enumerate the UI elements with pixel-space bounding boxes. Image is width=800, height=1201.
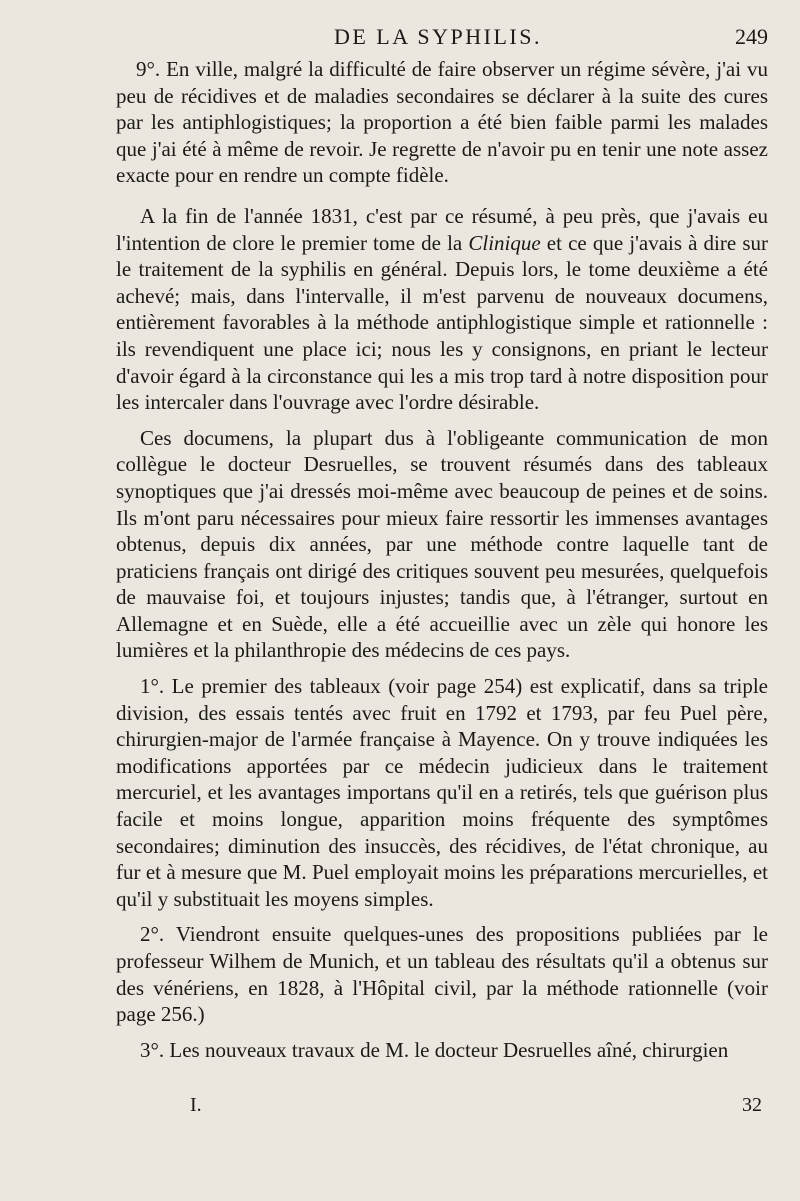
- running-title: DE LA SYPHILIS.: [333, 24, 542, 49]
- page-footer: [116, 1094, 768, 1124]
- paragraph-item-3: 3°. Les nouveaux travaux de M. le docteur Desruelles aîné, chirurgien: [140, 1037, 729, 1062]
- sheet-number: 32: [742, 1094, 762, 1116]
- paragraph-item-9: 9°. En ville, malgré la difficulté de faire observer un régime sévère, j'ai vu peu de récidives et de maladies secondaires se déclarer à la suite des cures par les antiphlogistiques; la proportion a été bien faible parmi les malades que j'ai été à même de revoir. Je regrette de n'avoir pu en tenir une note assez exacte pour en rendre un compte fidèle.: [116, 57, 768, 188]
- clinique-title: Clinique: [468, 230, 541, 255]
- page-number: 249: [735, 24, 768, 49]
- body-text: [116, 56, 768, 1063]
- paragraph-text-continued: et ce que j'avais à dire sur le traitement de la syphilis en général. Depuis lors, le tome deuxième a été achevé; mais, dans l'intervalle, il m'est parvenu de nouveaux documens, entièrement favorables à la méthode antiphlogistique simple et rationnelle : ils revendiquent une place ici; nous les y consignons, en priant le lecteur d'avoir égard à la circonstance qui les a mis trop tard à notre disposition pour les intercaler dans l'ouvrage avec l'ordre désirable.: [116, 230, 768, 415]
- paragraph-item-2: 2°. Viendront ensuite quelques-unes des propositions publiées par le professeur Wilhem de Munich, et un tableau des résultats qu'il a obtenus sur des vénériens, en 1828, à l'Hôpital civil, par la méthode rationnelle (voir page 256.): [116, 922, 768, 1027]
- paragraph-documens: Ces documens, la plupart dus à l'obligeante communication de mon collègue le docteur Desruelles, se trouvent résumés dans des tableaux synoptiques que j'ai dressés moi-même avec beaucoup de peines et de soins. Ils m'ont paru nécessaires pour mieux faire ressortir les immenses avantages obtenus, depuis dix années, par une méthode contre laquelle tant de praticiens français ont dirigé des critiques souvent peu mesurées, quelquefois de mauvaise foi, et toujours injustes; tandis que, à l'étranger, surtout en Allemagne et en Suède, elle a été accueillie avec un zèle qui honore les lumières et la philanthropie des médecins de ces pays.: [116, 425, 768, 663]
- page-header: [108, 24, 768, 56]
- paragraph-text: A la fin de l'année 1831, c'est par ce résumé, à peu près, que j'avais eu l'intention de clore le premier tome de la: [116, 203, 768, 255]
- paragraph-item-1: 1°. Le premier des tableaux (voir page 254) est explicatif, dans sa triple division, des essais tentés avec fruit en 1792 et 1793, par feu Puel père, chirurgien-major de l'armée française à Mayence. On y trouve indiquées les modifications apportées par ce médecin judicieux dans le traitement mercuriel, et les avantages importans qu'il en a retirés, tels que guérison plus facile et moins longue, apparition moins fréquente des symptômes secondaires; diminution des insuccès, des récidives, de l'état chronique, au fur et à mesure que M. Puel employait moins les préparations mercurielles, et qu'il y substituait les moyens simples.: [116, 674, 768, 911]
- paragraph-year-1831: [116, 203, 768, 416]
- signature-mark: I.: [190, 1094, 202, 1116]
